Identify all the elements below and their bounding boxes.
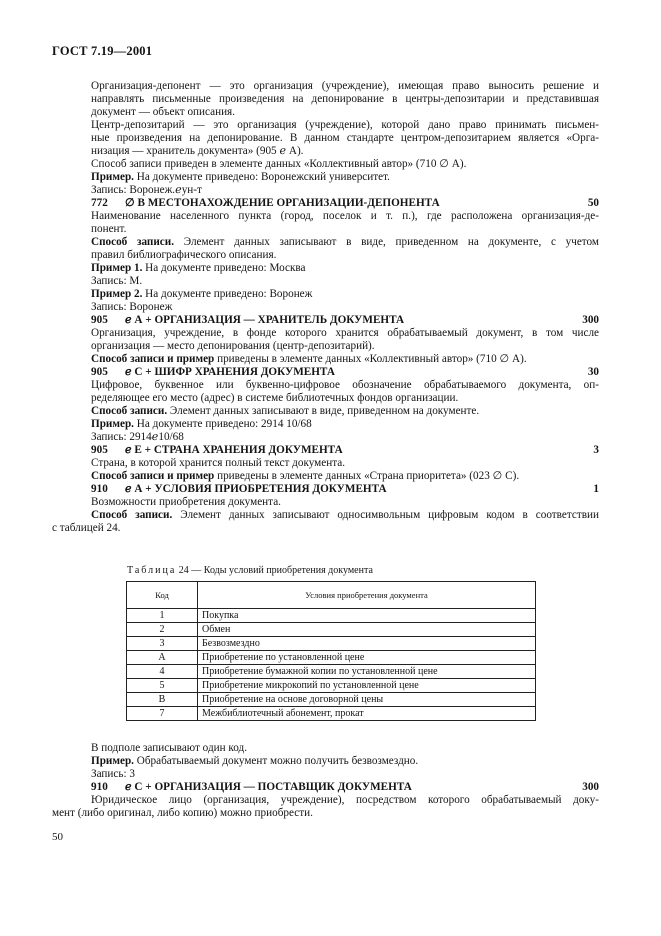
table-row bbox=[127, 637, 536, 651]
table-row bbox=[127, 651, 536, 665]
method-text: Элемент данных записывают односимвольным цифровым кодом в соответствии bbox=[172, 509, 599, 521]
table-caption-text: 24 — Коды условий приобретения документа bbox=[176, 565, 373, 576]
method-text: приведены в элементе данных «Страна приоритета» (023 ∅ С). bbox=[214, 470, 520, 482]
method-label: Способ записи. bbox=[91, 405, 168, 417]
paragraph-depositor-line-3: документ — объект описания. bbox=[91, 106, 235, 118]
table-header-row bbox=[127, 582, 536, 609]
example-1 bbox=[91, 171, 390, 184]
example-5 bbox=[91, 755, 418, 768]
paragraph-holder-line-2: организация — место депонирования (центр-депозитарий). bbox=[91, 340, 375, 352]
cell-code: 7 bbox=[127, 707, 198, 721]
method-text: Элемент данных записывают в виде, приведенном на документе, с учетом bbox=[174, 236, 599, 248]
example-label: Пример. bbox=[91, 418, 134, 430]
example-text: На документе приведено: Воронежский университет. bbox=[133, 171, 390, 183]
heading-code: 910 bbox=[91, 483, 108, 495]
paragraph-method-6-line-2: с таблицей 24. bbox=[52, 522, 121, 534]
heading-905a bbox=[91, 314, 599, 327]
column-header-code: Код bbox=[127, 582, 198, 609]
paragraph-supplier-line-1: Юридическое лицо (организация, учреждение), посредством которого обрабатываемый доку- bbox=[91, 794, 599, 806]
method-label: Способ записи и пример bbox=[91, 353, 215, 365]
paragraph-acquisition: Возможности приобретения документа. bbox=[91, 496, 281, 508]
paragraph-country: Страна, в которой хранится полный текст документа. bbox=[91, 457, 346, 469]
paragraph-shelfmark-line-1: Цифровое, буквенное или буквенно-цифровое обозначение обрабатываемого документа, оп- bbox=[91, 379, 599, 391]
record-4: Запись: 2914ℯ10/68 bbox=[91, 431, 184, 443]
heading-905c bbox=[91, 366, 599, 379]
table-row bbox=[127, 693, 536, 707]
table-caption-prefix: Таблица bbox=[127, 565, 177, 576]
method-label: Способ записи и пример bbox=[91, 470, 215, 482]
paragraph-holder-line-1: Организация, учреждение, в фонде которого хранится обрабатываемый документ, в том числе bbox=[91, 327, 599, 339]
record-2: Запись: М. bbox=[91, 275, 143, 287]
record-5: Запись: 3 bbox=[91, 768, 135, 780]
paragraph-method-6-line-1 bbox=[91, 509, 599, 522]
heading-910c bbox=[91, 781, 599, 794]
cell-code: 3 bbox=[127, 637, 198, 651]
heading-length: 3 bbox=[593, 444, 599, 456]
cell-code: B bbox=[127, 693, 198, 707]
record-1: Запись: Воронеж.ℯун-т bbox=[91, 184, 202, 196]
cell-condition: Безвозмездно bbox=[198, 637, 536, 651]
cell-code: 4 bbox=[127, 665, 198, 679]
cell-condition: Обмен bbox=[198, 623, 536, 637]
heading-title: ℯ С + ОРГАНИЗАЦИЯ — ПОСТАВЩИК ДОКУМЕНТА bbox=[125, 781, 412, 793]
paragraph-center-line-3: низация — хранитель документа» (905 ℯ А). bbox=[91, 145, 304, 157]
cell-condition: Приобретение по установленной цене bbox=[198, 651, 536, 665]
heading-title: ∅ В МЕСТОНАХОЖДЕНИЕ ОРГАНИЗАЦИИ-ДЕПОНЕНТА bbox=[125, 197, 440, 209]
paragraph-center-line-2: ные произведения на депонирование. В данном стандарте центром-депозитарием является «Орга- bbox=[91, 132, 599, 144]
heading-length: 50 bbox=[587, 197, 599, 209]
method-label: Способ записи. bbox=[91, 509, 173, 521]
heading-title: ℯ Е + СТРАНА ХРАНЕНИЯ ДОКУМЕНТА bbox=[125, 444, 343, 456]
example-2 bbox=[91, 262, 306, 275]
cell-code: A bbox=[127, 651, 198, 665]
paragraph-depositor-line-1: Организация-депонент — это организация (учреждение), имеющая право выносить решение и bbox=[91, 80, 599, 92]
paragraph-shelfmark-line-2: ределяющее его место (адрес) в системе библиотечных фондов организации. bbox=[91, 392, 459, 404]
heading-length: 300 bbox=[582, 314, 599, 326]
paragraph-method-2-line-1 bbox=[91, 236, 599, 249]
heading-910a bbox=[91, 483, 599, 496]
heading-code: 772 bbox=[91, 197, 108, 209]
method-text: приведены в элементе данных «Коллективный автор» (710 ∅ А). bbox=[214, 353, 527, 365]
paragraph-center-line-1: Центр-депозитарий — это организация (учреждение), которой дано право принимать письмен- bbox=[91, 119, 599, 131]
table-row bbox=[127, 609, 536, 623]
table-row bbox=[127, 623, 536, 637]
heading-code: 910 bbox=[91, 781, 108, 793]
heading-title: ℯ А + УСЛОВИЯ ПРИОБРЕТЕНИЯ ДОКУМЕНТА bbox=[125, 483, 387, 495]
column-header-conditions: Условия приобретения документа bbox=[198, 582, 536, 609]
example-label: Пример 2. bbox=[91, 288, 143, 300]
cell-condition: Приобретение бумажной копии по установленной цене bbox=[198, 665, 536, 679]
example-text: На документе приведено: Воронеж bbox=[142, 288, 313, 300]
paragraph-supplier-line-2: мент (либо оригинал, либо копию) можно приобрести. bbox=[52, 807, 313, 819]
cell-condition: Приобретение микрокопий по установленной цене bbox=[198, 679, 536, 693]
paragraph-method: Способ записи приведен в элементе данных «Коллективный автор» (710 ∅ А). bbox=[91, 158, 467, 170]
heading-length: 300 bbox=[582, 781, 599, 793]
table-caption bbox=[127, 565, 373, 576]
heading-905e bbox=[91, 444, 599, 457]
method-text: Элемент данных записывают в виде, приведенном на документе. bbox=[167, 405, 480, 417]
heading-length: 30 bbox=[587, 366, 599, 378]
paragraph-method-4 bbox=[91, 405, 479, 418]
paragraph-one-code: В подполе записывают один код. bbox=[91, 742, 248, 754]
cell-condition: Покупка bbox=[198, 609, 536, 623]
cell-code: 2 bbox=[127, 623, 198, 637]
example-3 bbox=[91, 288, 312, 301]
cell-condition: Приобретение на основе договорной цены bbox=[198, 693, 536, 707]
heading-title: ℯ А + ОРГАНИЗАЦИЯ — ХРАНИТЕЛЬ ДОКУМЕНТА bbox=[125, 314, 405, 326]
example-label: Пример. bbox=[91, 171, 134, 183]
cell-code: 1 bbox=[127, 609, 198, 623]
document-header: ГОСТ 7.19—2001 bbox=[52, 44, 153, 58]
acquisition-codes-table bbox=[126, 581, 536, 721]
example-text: На документе приведено: Москва bbox=[142, 262, 306, 274]
heading-length: 1 bbox=[593, 483, 599, 495]
paragraph-method-5 bbox=[91, 470, 519, 483]
heading-code: 905 bbox=[91, 314, 108, 326]
example-text: На документе приведено: 2914 10/68 bbox=[133, 418, 312, 430]
heading-772 bbox=[91, 197, 599, 210]
table-row bbox=[127, 679, 536, 693]
record-3: Запись: Воронеж bbox=[91, 301, 173, 313]
cell-condition: Межбиблиотечный абонемент, прокат bbox=[198, 707, 536, 721]
example-text: Обрабатываемый документ можно получить безвозмездно. bbox=[133, 755, 419, 767]
example-4 bbox=[91, 418, 312, 431]
table-row bbox=[127, 665, 536, 679]
example-label: Пример. bbox=[91, 755, 134, 767]
heading-title: ℯ С + ШИФР ХРАНЕНИЯ ДОКУМЕНТА bbox=[125, 366, 335, 378]
paragraph-method-3 bbox=[91, 353, 527, 366]
paragraph-location-line-2: понент. bbox=[91, 223, 127, 235]
heading-code: 905 bbox=[91, 366, 108, 378]
method-label: Способ записи. bbox=[91, 236, 175, 248]
paragraph-location-line-1: Наименование населенного пункта (город, поселок и т. п.), где расположена организация-де- bbox=[91, 210, 599, 222]
page-number: 50 bbox=[52, 831, 63, 843]
heading-code: 905 bbox=[91, 444, 108, 456]
paragraph-method-2-line-2: правил библиографического описания. bbox=[91, 249, 277, 261]
paragraph-depositor-line-2: направлять письменные произведения на депонирование в центры-депозитарии и представившая bbox=[91, 93, 599, 105]
cell-code: 5 bbox=[127, 679, 198, 693]
table-row bbox=[127, 707, 536, 721]
example-label: Пример 1. bbox=[91, 262, 143, 274]
